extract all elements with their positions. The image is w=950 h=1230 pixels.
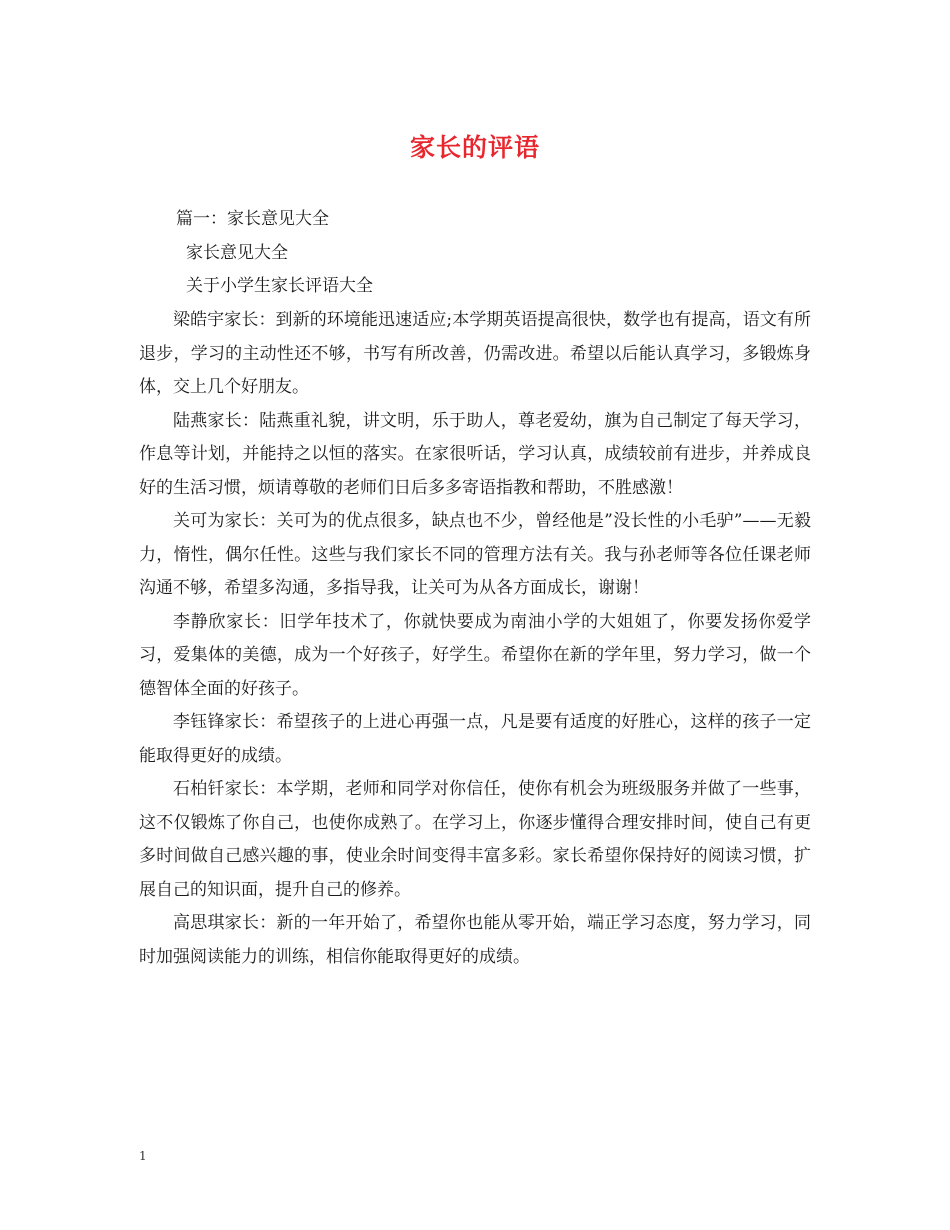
paragraph-lu-yan: 陆燕家长：陆燕重礼貌，讲文明，乐于助人，尊老爱幼，旗为自己制定了每天学习，作息等计划，并能持之以恒的落实。在家很听话，学习认真，成绩较前有进步，并养成良好的生活习惯，烦请尊敬的老师们日后多多寄语指教和帮助，不胜感激！ xyxy=(139,410,811,498)
paragraph-li-jingxin: 李静欣家长：旧学年技术了，你就快要成为南油小学的大姐姐了，你要发扬你爱学习，爱集体的美德，成为一个好孩子，好学生。希望你在新的学年里，努力学习，做一个德智体全面的好孩子。 xyxy=(139,611,811,699)
paragraph-shi-boqian: 石柏钎家长：本学期，老师和同学对你信任，使你有机会为班级服务并做了一些事，这不仅锻炼了你自己，也使你成熟了。在学习上，你逐步懂得合理安排时间，使自己有更多时间做自己感兴趣的事，使业余时间变得丰富多彩。家长希望你保持好的阅读习惯，扩展自己的知识面，提升自己的修养。 xyxy=(139,779,811,900)
section-heading: 篇一：家长意见大全 xyxy=(176,209,329,229)
document-title: 家长的评语 xyxy=(409,133,540,162)
subsection-heading: 家长意见大全 xyxy=(186,243,288,263)
subsection-heading: 关于小学生家长评语大全 xyxy=(186,276,373,296)
paragraph-gao-siqi: 高思琪家长：新的一年开始了，希望你也能从零开始，端正学习态度，努力学习，同时加强阅读能力的训练，相信你能取得更好的成绩。 xyxy=(139,913,811,967)
paragraph-guan-kewei: 关可为家长：关可为的优点很多，缺点也不少，曾经他是”没长性的小毛驴”——无毅力，惰性，偶尔任性。这些与我们家长不同的管理方法有关。我与孙老师等各位任课老师沟通不够，希望多沟通，多指导我，让关可为从各方面成长，谢谢！ xyxy=(139,511,811,598)
page-number: 1 xyxy=(139,1149,147,1163)
document-body xyxy=(139,304,811,974)
paragraph-liang-haoyu: 梁皓宇家长：到新的环境能迅速适应;本学期英语提高很快，数学也有提高，语文有所退步，学习的主动性还不够，书写有所改善，仍需改进。希望以后能认真学习，多锻炼身体，交上几个好朋友。 xyxy=(139,310,811,397)
paragraph-li-yufeng: 李钰锋家长：希望孩子的上进心再强一点，凡是要有适度的好胜心，这样的孩子一定能取得更好的成绩。 xyxy=(139,712,811,766)
